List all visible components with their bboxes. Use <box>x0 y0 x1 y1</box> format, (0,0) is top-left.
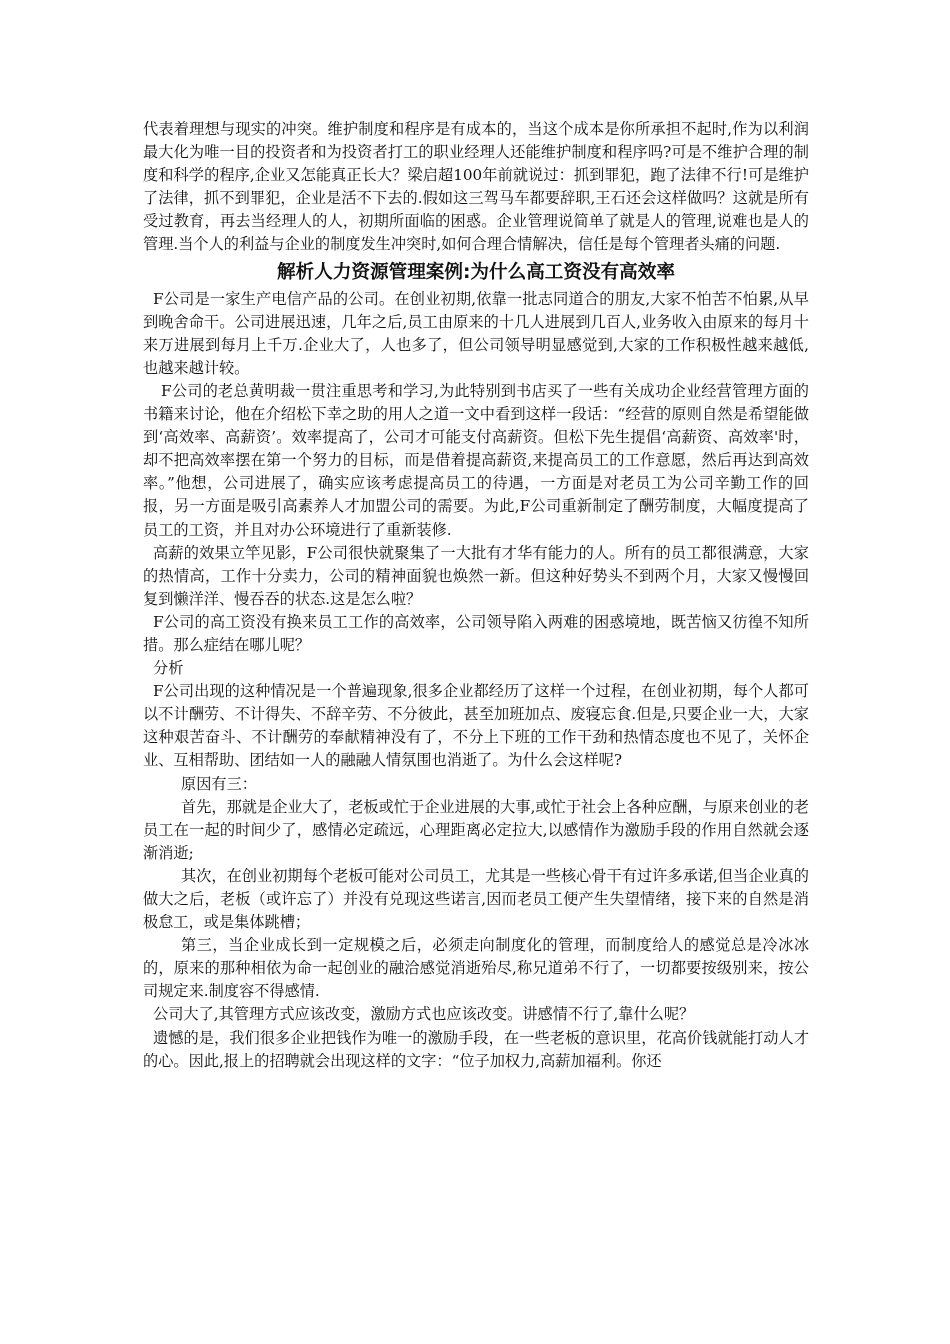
reasons-heading: 原因有三： <box>181 774 257 793</box>
intro-paragraph: 代表着理想与现实的冲突。维护制度和程序是有成本的，当这个成本是你所承担不起时,作为以利润最大化为唯一目的投资者和为投资者打工的职业经理人还能维护制度和程序吗?可是不维护合理的制度和科学的程序,企业又怎能真正长大？梁启超100年前就说过：抓到罪犯，跑了法律不行!可是维护了法律，抓不到罪犯，企业是活不下去的.假如这三驾马车都要辞职,王石还会这样做吗？这就是所有受过教育，再去当经理人的人，初期所面临的困惑。企业管理说简单了就是人的管理,说难也是人的管理.当个人的利益与企业的制度发生冲突时,如何合理合情解决，信任是每个管理者头痛的问题. <box>143 120 809 254</box>
paragraph-reason-first: 首先，那就是企业大了，老板或忙于企业进展的大事,或忙于社会上各种应酬，与原来创业的老员工在一起的时间少了，感情必定疏远，心理距离必定拉大,以感情作为激励手段的作用自然就会逐渐消逝; <box>143 797 809 862</box>
paragraph-ceo-study: F公司的老总黄明裁一贯注重思考和学习,为此特别到书店买了一些有关成功企业经营管理方面的书籍来讨论，他在介绍松下幸之助的用人之道一文中看到这样一段话：“经营的原则自然是希望能做到‘高效率、高薪资’。效率提高了，公司才可能支付高薪资。但松下先生提倡‘高薪资、高效率'时，却不把高效率摆在第一个努力的目标，而是借着提高薪资,来提高员工的工作意愿，然后再达到高效率。”他想，公司进展了，确实应该考虑提高员工的待遇，一方面是对老员工为公司辛勤工作的回报，另一方面是吸引高素养人才加盟公司的需要。为此,F公司重新制定了酬劳制度，大幅度提高了员工的工资，并且对办公环境进行了重新装修. <box>143 381 809 539</box>
paragraph-money-incentive: 遗憾的是，我们很多企业把钱作为唯一的激励手段，在一些老板的意识里，花高价钱就能打动人才的心。因此,报上的招聘就会出现这样的文字：“位子加权力,高薪加福利。你还 <box>143 1028 809 1070</box>
paragraph-reason-second: 其次，在创业初期每个老板可能对公司员工，尤其是一些核心骨干有过许多承诺,但当企业真的做大之后，老板（或许忘了）并没有兑现这些诺言,因而老员工便产生失望情绪，接下来的自然是消极怠工，或是集体跳槽； <box>143 866 809 932</box>
document-page <box>143 118 809 1073</box>
article-title: 解析人力资源管理案例:为什么高工资没有高效率 <box>277 261 675 283</box>
paragraph-common-phenomenon: F公司出现的这种情况是一个普遍现象,很多企业都经历了这样一个过程，在创业初期，每个人都可以不计酬劳、不计得失、不辞辛劳、不分彼此，甚至加班加点、废寝忘食.但是,只要企业一大，大家这种艰苦奋斗、不计酬劳的奉献精神没有了，不分上下班的工作干劲和热情态度也不见了，关怀企业、互相帮助、团结如一人的融融人情氛围也消逝了。为什么会这样呢? <box>143 682 809 770</box>
analysis-heading: 分析 <box>153 659 184 678</box>
paragraph-high-salary-effect: 高薪的效果立竿见影，F公司很快就聚集了一大批有才华有能力的人。所有的员工都很满意，大家的热情高，工作十分卖力，公司的精神面貌也焕然一新。但这种好势头不到两个月，大家又慢慢回复到懒洋洋、慢吞吞的状态.这是怎么啦？ <box>143 543 809 608</box>
paragraph-company-intro: F公司是一家生产电信产品的公司。在创业初期,依靠一批志同道合的朋友,大家不怕苦不怕累,从早到晚舍命干。公司进展迅速，几年之后,员工由原来的十几人进展到几百人,业务收入由原来的每月十来万进展到每月上千万.企业大了，人也多了，但公司领导明显感觉到,大家的工作积极性越来越低,也越来越计较。 <box>143 289 809 377</box>
paragraph-dilemma: F公司的高工资没有换来员工工作的高效率，公司领导陷入两难的困惑境地，既苦恼又彷徨不知所措。那么症结在哪儿呢？ <box>143 612 809 654</box>
paragraph-reason-third: 第三，当企业成长到一定规模之后，必须走向制度化的管理，而制度给人的感觉总是冷冰冰的，原来的那种相依为命一起创业的融洽感觉消逝殆尽,称兄道弟不行了，一切都要按级别来，按公司规定来.制度容不得感情. <box>143 936 809 1001</box>
paragraph-management-change: 公司大了,其管理方式应该改变，激励方式也应该改变。讲感情不行了,靠什么呢？ <box>153 1005 695 1024</box>
